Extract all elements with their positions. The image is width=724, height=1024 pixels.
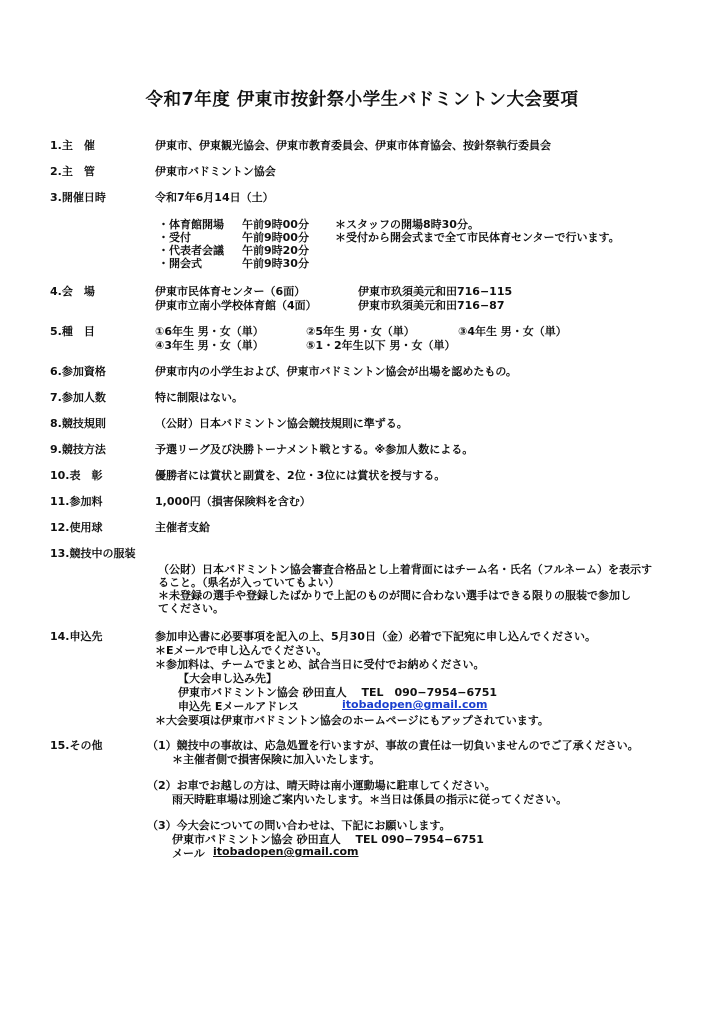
- venue-address: 伊東市玖須美元和田716−87: [358, 299, 505, 312]
- attire-line: ＊未登録の選手や登録したばかりで上記のものが間に合わない選手はできる限りの服装で参加し: [158, 589, 631, 602]
- section-9-value: 予選リーグ及び決勝トーナメント戦とする。※参加人数による。: [155, 443, 474, 456]
- schedule-time: 午前9時30分: [242, 257, 309, 270]
- schedule-note: ＊スタッフの開場8時30分。: [335, 218, 479, 231]
- section-8-label: 8.競技規則: [50, 417, 106, 430]
- attire-line: てください。: [158, 602, 224, 615]
- event-item: ⑤1・2年生以下 男・女（単）: [306, 339, 456, 352]
- section-5-label: 5.種 目: [50, 325, 95, 338]
- section-1-label: 1.主 催: [50, 139, 95, 152]
- application-line: ＊参加料は、チームでまとめ、試合当日に受付でお納めください。: [155, 658, 485, 671]
- event-item: ④3年生 男・女（単）: [155, 339, 264, 352]
- venue-address: 伊東市玖須美元和田716−115: [358, 285, 513, 298]
- other-paragraph: （3）今大会についての問い合わせは、下記にお願いします。: [147, 819, 451, 832]
- section-15-label: 15.その他: [50, 739, 103, 752]
- venue-name: 伊東市民体育センター（6面）: [155, 285, 306, 298]
- section-4-label: 4.会 場: [50, 285, 95, 298]
- schedule-item: ・受付: [158, 231, 191, 244]
- event-item: ①6年生 男・女（単）: [155, 325, 264, 338]
- section-12-value: 主催者支給: [155, 521, 210, 534]
- section-2-value: 伊東市バドミントン協会: [155, 165, 276, 178]
- schedule-item: ・体育館開場: [158, 218, 224, 231]
- application-email-link[interactable]: itobadopen@gmail.com: [342, 698, 488, 711]
- document-title: 令和7年度 伊東市按針祭小学生バドミントン大会要項: [145, 90, 579, 110]
- attire-line: ること。（県名が入っていてもよい）: [158, 576, 340, 589]
- schedule-time: 午前9時20分: [242, 244, 309, 257]
- venue-name: 伊東市立南小学校体育館（4面）: [155, 299, 317, 312]
- section-6-label: 6.参加資格: [50, 365, 106, 378]
- section-13-label: 13.競技中の服装: [50, 547, 136, 560]
- section-10-label: 10.表 彰: [50, 469, 103, 482]
- application-line: ＊大会要項は伊東市バドミントン協会のホームページにもアップされています。: [155, 714, 549, 727]
- section-14-label: 14.申込先: [50, 630, 103, 643]
- section-2-label: 2.主 管: [50, 165, 95, 178]
- application-heading: 【大会申し込み先】: [178, 672, 277, 685]
- other-paragraph: （2）お車でお越しの方は、晴天時は南小運動場に駐車してください。: [147, 779, 496, 792]
- other-paragraph: 雨天時駐車場は別途ご案内いたします。＊当日は係員の指示に従ってください。: [172, 793, 568, 806]
- application-line: ＊Eメールで申し込んでください。: [155, 644, 328, 657]
- contact-email-label: メール: [172, 847, 205, 860]
- event-item: ③4年生 男・女（単）: [458, 325, 567, 338]
- schedule-note: ＊受付から開会式まで全て市民体育センターで行います。: [335, 231, 620, 244]
- other-paragraph: ＊主催者側で損害保険に加入いたします。: [172, 753, 381, 766]
- section-3-value: 令和7年6月14日（土）: [155, 191, 274, 204]
- section-1-value: 伊東市、伊東観光協会、伊東市教育委員会、伊東市体育協会、按針祭執行委員会: [155, 139, 551, 152]
- schedule-time: 午前9時00分: [242, 218, 309, 231]
- schedule-item: ・代表者会議: [158, 244, 224, 257]
- application-email-label: 申込先 Eメールアドレス: [178, 700, 299, 713]
- contact-email-link[interactable]: itobadopen@gmail.com: [213, 845, 359, 858]
- application-contact: 伊東市バドミントン協会 砂田直人 TEL 090−7954−6751: [178, 686, 498, 699]
- section-7-label: 7.参加人数: [50, 391, 106, 404]
- application-line: 参加申込書に必要事項を記入の上、5月30日（金）必着で下記宛に申し込んでください。: [155, 630, 596, 643]
- section-9-label: 9.競技方法: [50, 443, 106, 456]
- section-11-label: 11.参加料: [50, 495, 103, 508]
- schedule-item: ・開会式: [158, 257, 202, 270]
- other-paragraph: 伊東市バドミントン協会 砂田直人 TEL 090−7954−6751: [172, 833, 484, 846]
- section-11-value: 1,000円（損害保険料を含む）: [155, 495, 311, 508]
- schedule-time: 午前9時00分: [242, 231, 309, 244]
- attire-line: （公財）日本バドミントン協会審査合格品とし上着背面にはチーム名・氏名（フルネーム）を表示す: [158, 563, 653, 576]
- other-paragraph: （1）競技中の事故は、応急処置を行いますが、事故の責任は一切負いませんのでご了承ください。: [147, 739, 639, 752]
- section-10-value: 優勝者には賞状と副賞を、2位・3位には賞状を授与する。: [155, 469, 446, 482]
- event-item: ②5年生 男・女（単）: [306, 325, 415, 338]
- section-12-label: 12.使用球: [50, 521, 103, 534]
- section-6-value: 伊東市内の小学生および、伊東市バドミントン協会が出場を認めたもの。: [155, 365, 517, 378]
- section-8-value: （公財）日本バドミントン協会競技規則に準ずる。: [155, 417, 408, 430]
- section-7-value: 特に制限はない。: [155, 391, 243, 404]
- section-3-label: 3.開催日時: [50, 191, 106, 204]
